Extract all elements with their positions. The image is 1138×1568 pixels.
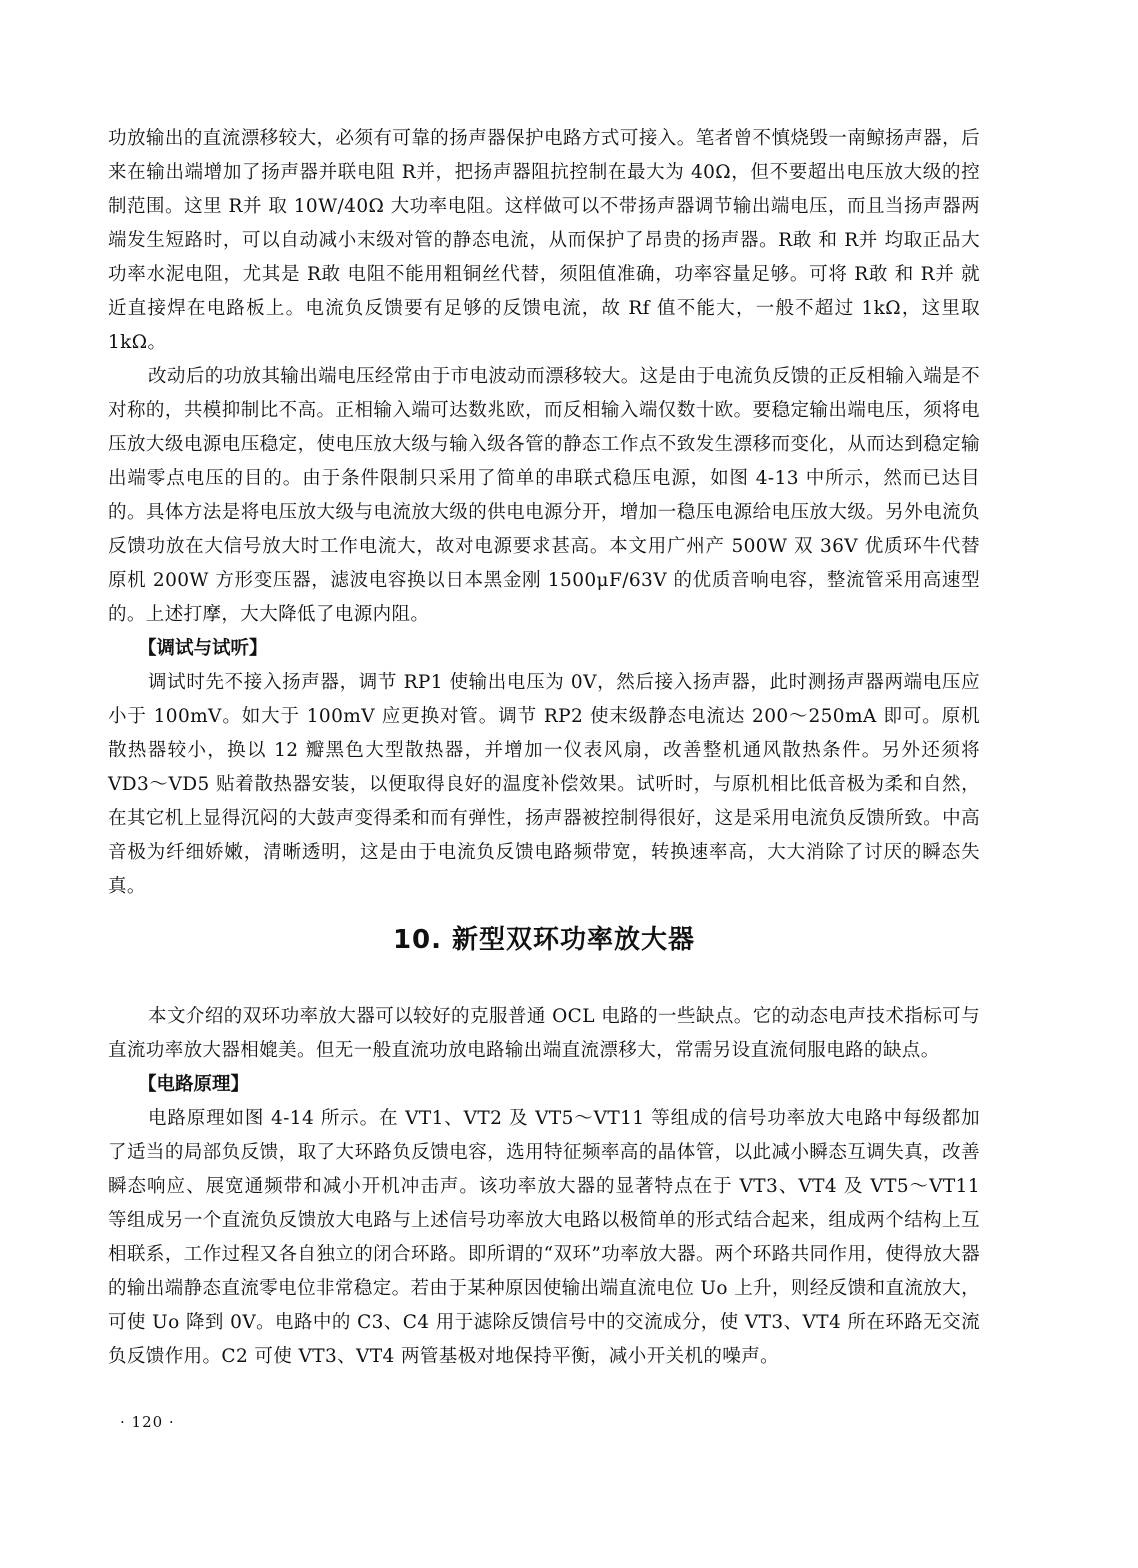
heading-debug-and-listening: 【调试与试听】 [138, 638, 268, 659]
paragraph-circuit-principle: 电路原理如图 4-14 所示。在 VT1、VT2 及 VT5～VT11 等组成的信号功率放大电路中每级都加了适当的局部负反馈，取了大环路负反馈电容，选用特征频率高的晶体管，以此减小瞬态互调失真，改善瞬态响应、展宽通频带和减小开机冲击声。该功率放大器的显著特点在于 VT3、VT4 及 VT5～VT11 等组成另一个直流负反馈放大电路与上述信号功率放大电路以极简单的形式结合起来，组成两个结构上互相联系，工作过程又各自独立的闭合环路。即所谓的“双环”功率放大器。两个环路共同作用，使得放大器的输出端静态直流零电位非常稳定。若由于某种原因使输出端直流电位 Uo 上升，则经反馈和直流放大，可使 Uo 降到 0V。电路中的 C3、C4 用于滤除反馈信号中的交流成分，使 VT3、VT4 所在环路无交流负反馈作用。C2 可使 VT3、VT4 两管基极对地保持平衡，减小开关机的噪声。 [108, 1108, 980, 1367]
section-title: 10. 新型双环功率放大器 [392, 925, 696, 955]
paragraph-debug-and-listening: 调试时先不接入扬声器，调节 RP1 使输出电压为 0V，然后接入扬声器，此时测扬声器两端电压应小于 100mV。如大于 100mV 应更换对管。调节 RP2 使末级静态电流达 200～250mA 即可。原机散热器较小，换以 12 瓣黑色大型散热器，并增加一仪表风扇，改善整机通风散热条件。另外还须将 VD3～VD5 贴着散热器安装，以便取得良好的温度补偿效果。试听时，与原机相比低音极为柔和自然，在其它机上显得沉闷的大鼓声变得柔和而有弹性，扬声器被控制得很好，这是采用电流负反馈所致。中高音极为纤细娇嫩，清晰透明，这是由于电流负反馈电路频带宽，转换速率高，大大消除了讨厌的瞬态失真。 [108, 672, 980, 897]
paragraph-speaker-protection: 功放输出的直流漂移较大，必须有可靠的扬声器保护电路方式可接入。笔者曾不慎烧毁一南鲸扬声器，后来在输出端增加了扬声器并联电阻 R并，把扬声器阻抗控制在最大为 40Ω，但不要超出电压放大级的控制范围。这里 R并 取 10W/40Ω 大功率电阻。这样做可以不带扬声器调节输出端电压，而且当扬声器两端发生短路时，可以自动减小末级对管的静态电流，从而保护了昂贵的扬声器。R敢 和 R并 均取正品大功率水泥电阻，尤其是 R敢 电阻不能用粗铜丝代替，须阻值准确，功率容量足够。可将 R敢 和 R并 就近直接焊在电路板上。电流负反馈要有足够的反馈电流，故 Rf 值不能大，一般不超过 1kΩ，这里取 1kΩ。 [108, 128, 980, 353]
paragraph-intro: 本文介绍的双环功率放大器可以较好的克服普通 OCL 电路的一些缺点。它的动态电声技术指标可与直流功率放大器相媲美。但无一般直流功放电路输出端直流漂移大，常需另设直流伺服电路的缺点。 [108, 1006, 980, 1061]
heading-circuit-principle: 【电路原理】 [138, 1074, 250, 1095]
page-number: · 120 · [120, 1413, 175, 1431]
section-body [108, 1000, 980, 1374]
paragraph-power-supply: 改动后的功放其输出端电压经常由于市电波动而漂移较大。这是由于电流负反馈的正反相输入端是不对称的，共模抑制比不高。正相输入端可达数兆欧，而反相输入端仅数十欧。要稳定输出端电压，须将电压放大级电源电压稳定，使电压放大级与输入级各管的静态工作点不致发生漂移而变化，从而达到稳定输出端零点电压的目的。由于条件限制只采用了简单的串联式稳压电源，如图 4-13 中所示，然而已达目的。具体方法是将电压放大级与电流放大级的供电电源分开，增加一稳压电源给电压放大级。另外电流负反馈功放在大信号放大时工作电流大，故对电源要求甚高。本文用广州产 500W 双 36V 优质环牛代替原机 200W 方形变压器，滤波电容换以日本黑金刚 1500μF/63V 的优质音响电容，整流管采用高速型的。上述打摩，大大降低了电源内阻。 [108, 366, 980, 625]
article-continuation [108, 122, 980, 904]
section-title-block [108, 920, 980, 960]
